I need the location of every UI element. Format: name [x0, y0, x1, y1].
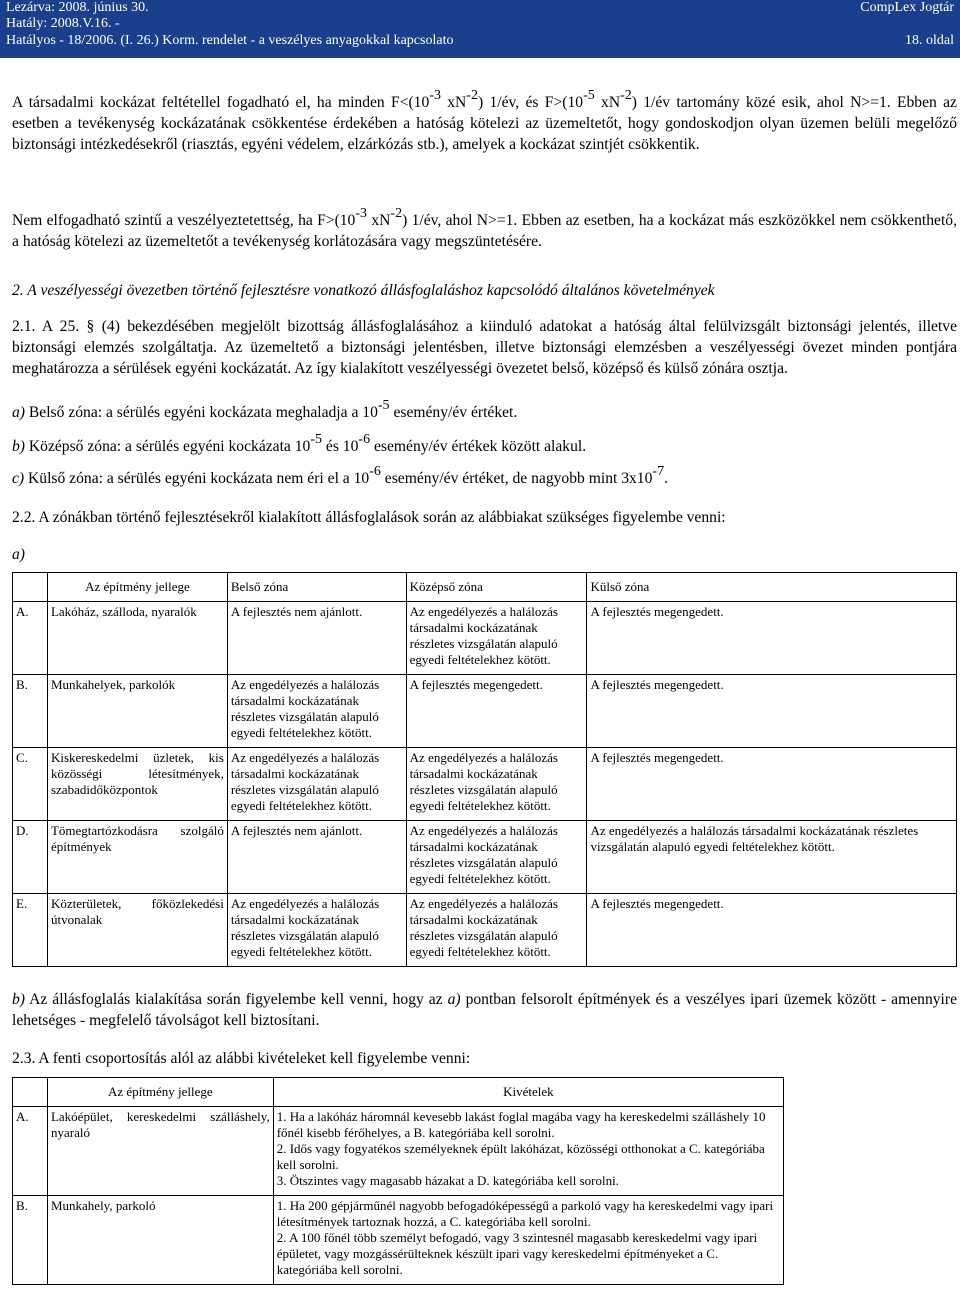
header-closing-date: Lezárva: 2008. június 30. [6, 0, 149, 15]
row-code: D. [13, 821, 48, 894]
header-cell: Az építmény jellege [47, 573, 227, 602]
row-building-type: Munkahely, parkoló [47, 1196, 273, 1285]
page-header [0, 0, 960, 58]
header-cell [13, 573, 48, 602]
row-building-type: Lakóház, szálloda, nyaralók [47, 602, 227, 675]
exception-item: 1. Ha a lakóház háromnál kevesebb lakást foglal magába vagy ha kereskedelmi szálláshely 10 főnél kisebb férőhelyes, a B. kategóriába kell sorolni. [276, 1109, 766, 1140]
row-building-type: Lakóépület, kereskedelmi szálláshely, nyaraló [47, 1107, 273, 1196]
table-row [13, 1107, 784, 1196]
row-inner-zone: Az engedélyezés a halálozás társadalmi kockázatának részletes vizsgálatán alapuló egyedi feltételekhez kötött. [227, 675, 406, 748]
row-building-type: Kiskereskedelmi üzletek, kis közösségi létesítmények, szabadidőközpontok [47, 748, 227, 821]
exception-item: 3. Ötszintes vagy magasabb házakat a D. kategóriába kell sorolni. [276, 1173, 619, 1188]
header-cell: Külső zóna [587, 573, 957, 602]
row-middle-zone: Az engedélyezés a halálozás társadalmi kockázatának részletes vizsgálatán alapuló egyedi feltételekhez kötött. [406, 748, 587, 821]
table-row [13, 675, 957, 748]
row-building-type: Munkahelyek, parkolók [47, 675, 227, 748]
row-code: A. [13, 1107, 48, 1196]
paragraph-2-3: 2.3. A fenti csoportosítás alól az alábbi kivételeket kell figyelembe venni: [12, 1050, 471, 1067]
row-middle-zone: Az engedélyezés a halálozás társadalmi kockázatának részletes vizsgálatán alapuló egyedi feltételekhez kötött. [406, 602, 587, 675]
row-code: A. [13, 602, 48, 675]
exceptions-table [12, 1077, 784, 1285]
header-validity: Hatály: 2008.V.16. - [6, 16, 120, 31]
section-2-title: 2. A veszélyességi övezetben történő fejlesztésre vonatkozó állásfoglaláshoz kapcsolódó általános követelmények [12, 282, 715, 299]
paragraph-2-1: 2.1. A 25. § (4) bekezdésében megjelölt bizottság állásfoglalásához a kiinduló adatokat a hatóság által felülvizsgált biztonsági jelentés, illetve biztonsági elemzés szolgáltatja. Az üzemeltető a biztonsági jelentésben, illetve biztonsági elemzésben a veszélyességi övezet minden pontjára meghatározza a sérülések egyéni kockázatát. Az így kialakított veszélyességi övezetet belső, középső és külső zónára osztja. [12, 318, 957, 377]
row-outer-zone: A fejlesztés megengedett. [587, 748, 957, 821]
header-cell: Belső zóna [227, 573, 406, 602]
table-row [13, 602, 957, 675]
zone-table-header [13, 573, 957, 602]
row-building-type: Közterületek, főközlekedési útvonalak [47, 894, 227, 967]
header-page-number: 18. oldal [905, 33, 954, 48]
header-cell [13, 1078, 48, 1107]
label-a: a) [12, 546, 25, 563]
row-inner-zone: Az engedélyezés a halálozás társadalmi kockázatának részletes vizsgálatán alapuló egyedi feltételekhez kötött. [227, 748, 406, 821]
exception-item: 2. Idős vagy fogyatékos személyeknek épült lakóházat, közösségi otthonokat a C. kategóriába kell sorolni. [276, 1141, 765, 1172]
row-code: B. [13, 675, 48, 748]
row-exceptions [273, 1196, 783, 1285]
zone-table [12, 572, 957, 967]
paragraph-social-risk: A társadalmi kockázat feltétellel fogadható el, ha minden $F<(10^{-3}$ $xN^{-2}$) 1/év, és $F>(10^{-5}$ $xN^{-2}$) 1/év tartomány közé esik, ahol N>=1. Ebben az esetben a tevékenység kockázatának csökkentése érdekében a hatóság kötelezi az üzemeltetőt, hogy gondoskodjon olyan üzemen belüli megelőző biztonsági intézkedésekről (riasztás, egyéni védelem, elzárkózás stb.), amelyek a kockázat szintjét csökkentik. [12, 88, 957, 153]
row-code: B. [13, 1196, 48, 1285]
exceptions-table-header [13, 1078, 784, 1107]
header-cell: Az építmény jellege [47, 1078, 273, 1107]
table-row [13, 748, 957, 821]
row-inner-zone: Az engedélyezés a halálozás társadalmi kockázatának részletes vizsgálatán alapuló egyedi feltételekhez kötött. [227, 894, 406, 967]
table-row [13, 1196, 784, 1285]
row-exceptions [273, 1107, 783, 1196]
header-regulation: Hatályos - 18/2006. (I. 26.) Korm. rendelet - a veszélyes anyagokkal kapcsolato [6, 33, 454, 48]
table-row [13, 894, 957, 967]
row-middle-zone: Az engedélyezés a halálozás társadalmi kockázatának részletes vizsgálatán alapuló egyedi feltételekhez kötött. [406, 821, 587, 894]
header-cell: Kivételek [273, 1078, 783, 1107]
paragraph-2-2: 2.2. A zónákban történő fejlesztésekről kialakított állásfoglalások során az alábbiakat szükséges figyelembe venni: [12, 509, 726, 526]
exception-item: 1. Ha 200 gépjárműnél nagyobb befogadóképességű a parkoló vagy ha kereskedelmi vagy ipari létesítmények tartoznak hozzá, a C. kategóriába kell sorolni. [276, 1198, 774, 1229]
row-code: C. [13, 748, 48, 821]
row-middle-zone: A fejlesztés megengedett. [406, 675, 587, 748]
row-building-type: Tömegtartózkodásra szolgáló építmények [47, 821, 227, 894]
row-code: E. [13, 894, 48, 967]
exception-item: 2. A 100 főnél több személyt befogadó, vagy 3 szintesnél magasabb kereskedelmi vagy ipari épületet, vagy mozgássérülteknek készült ipari vagy kereskedelmi építményeket a C. kategóriába kell sorolni. [276, 1230, 758, 1277]
row-outer-zone: A fejlesztés megengedett. [587, 894, 957, 967]
row-inner-zone: A fejlesztés nem ajánlott. [227, 821, 406, 894]
row-outer-zone: Az engedélyezés a halálozás társadalmi kockázatának részletes vizsgálatán alapuló egyedi feltételekhez kötött. [587, 821, 957, 894]
table-row [13, 821, 957, 894]
paragraph-b: b) Az állásfoglalás kialakítása során figyelembe kell venni, hogy az a) pontban felsorolt építmények és a veszélyes ipari üzemek között - amennyire lehetséges - megfelelő távolságot kell biztosítani. [12, 991, 957, 1029]
zone-outer: c) Külső zóna: a sérülés egyéni kockázata nem éri el a $10^{-6}$ esemény/év értéket, de nagyobb mint $3x10^{-7}$. [12, 464, 668, 487]
row-outer-zone: A fejlesztés megengedett. [587, 602, 957, 675]
header-cell: Középső zóna [406, 573, 587, 602]
row-inner-zone: A fejlesztés nem ajánlott. [227, 602, 406, 675]
row-middle-zone: Az engedélyezés a halálozás társadalmi kockázatának részletes vizsgálatán alapuló egyedi feltételekhez kötött. [406, 894, 587, 967]
paragraph-unacceptable-risk: Nem elfogadható szintű a veszélyeztetettség, ha $F>(10^{-3}$ $xN^{-2}$) 1/év, ahol N>=1. Ebben az esetben, ha a kockázat más eszközökkel nem csökkenthető, a hatóság kötelezi az üzemeltetőt a tevékenység korlátozására vagy megszüntetésére. [12, 206, 957, 250]
zone-middle: b) Középső zóna: a sérülés egyéni kockázata $10^{-5}$ és $10^{-6}$ esemény/év értékek között alakul. [12, 432, 587, 455]
header-brand: CompLex Jogtár [860, 0, 954, 15]
row-outer-zone: A fejlesztés megengedett. [587, 675, 957, 748]
zone-inner: a) Belső zóna: a sérülés egyéni kockázata meghaladja a $10^{-5}$ esemény/év értéket. [12, 398, 518, 421]
